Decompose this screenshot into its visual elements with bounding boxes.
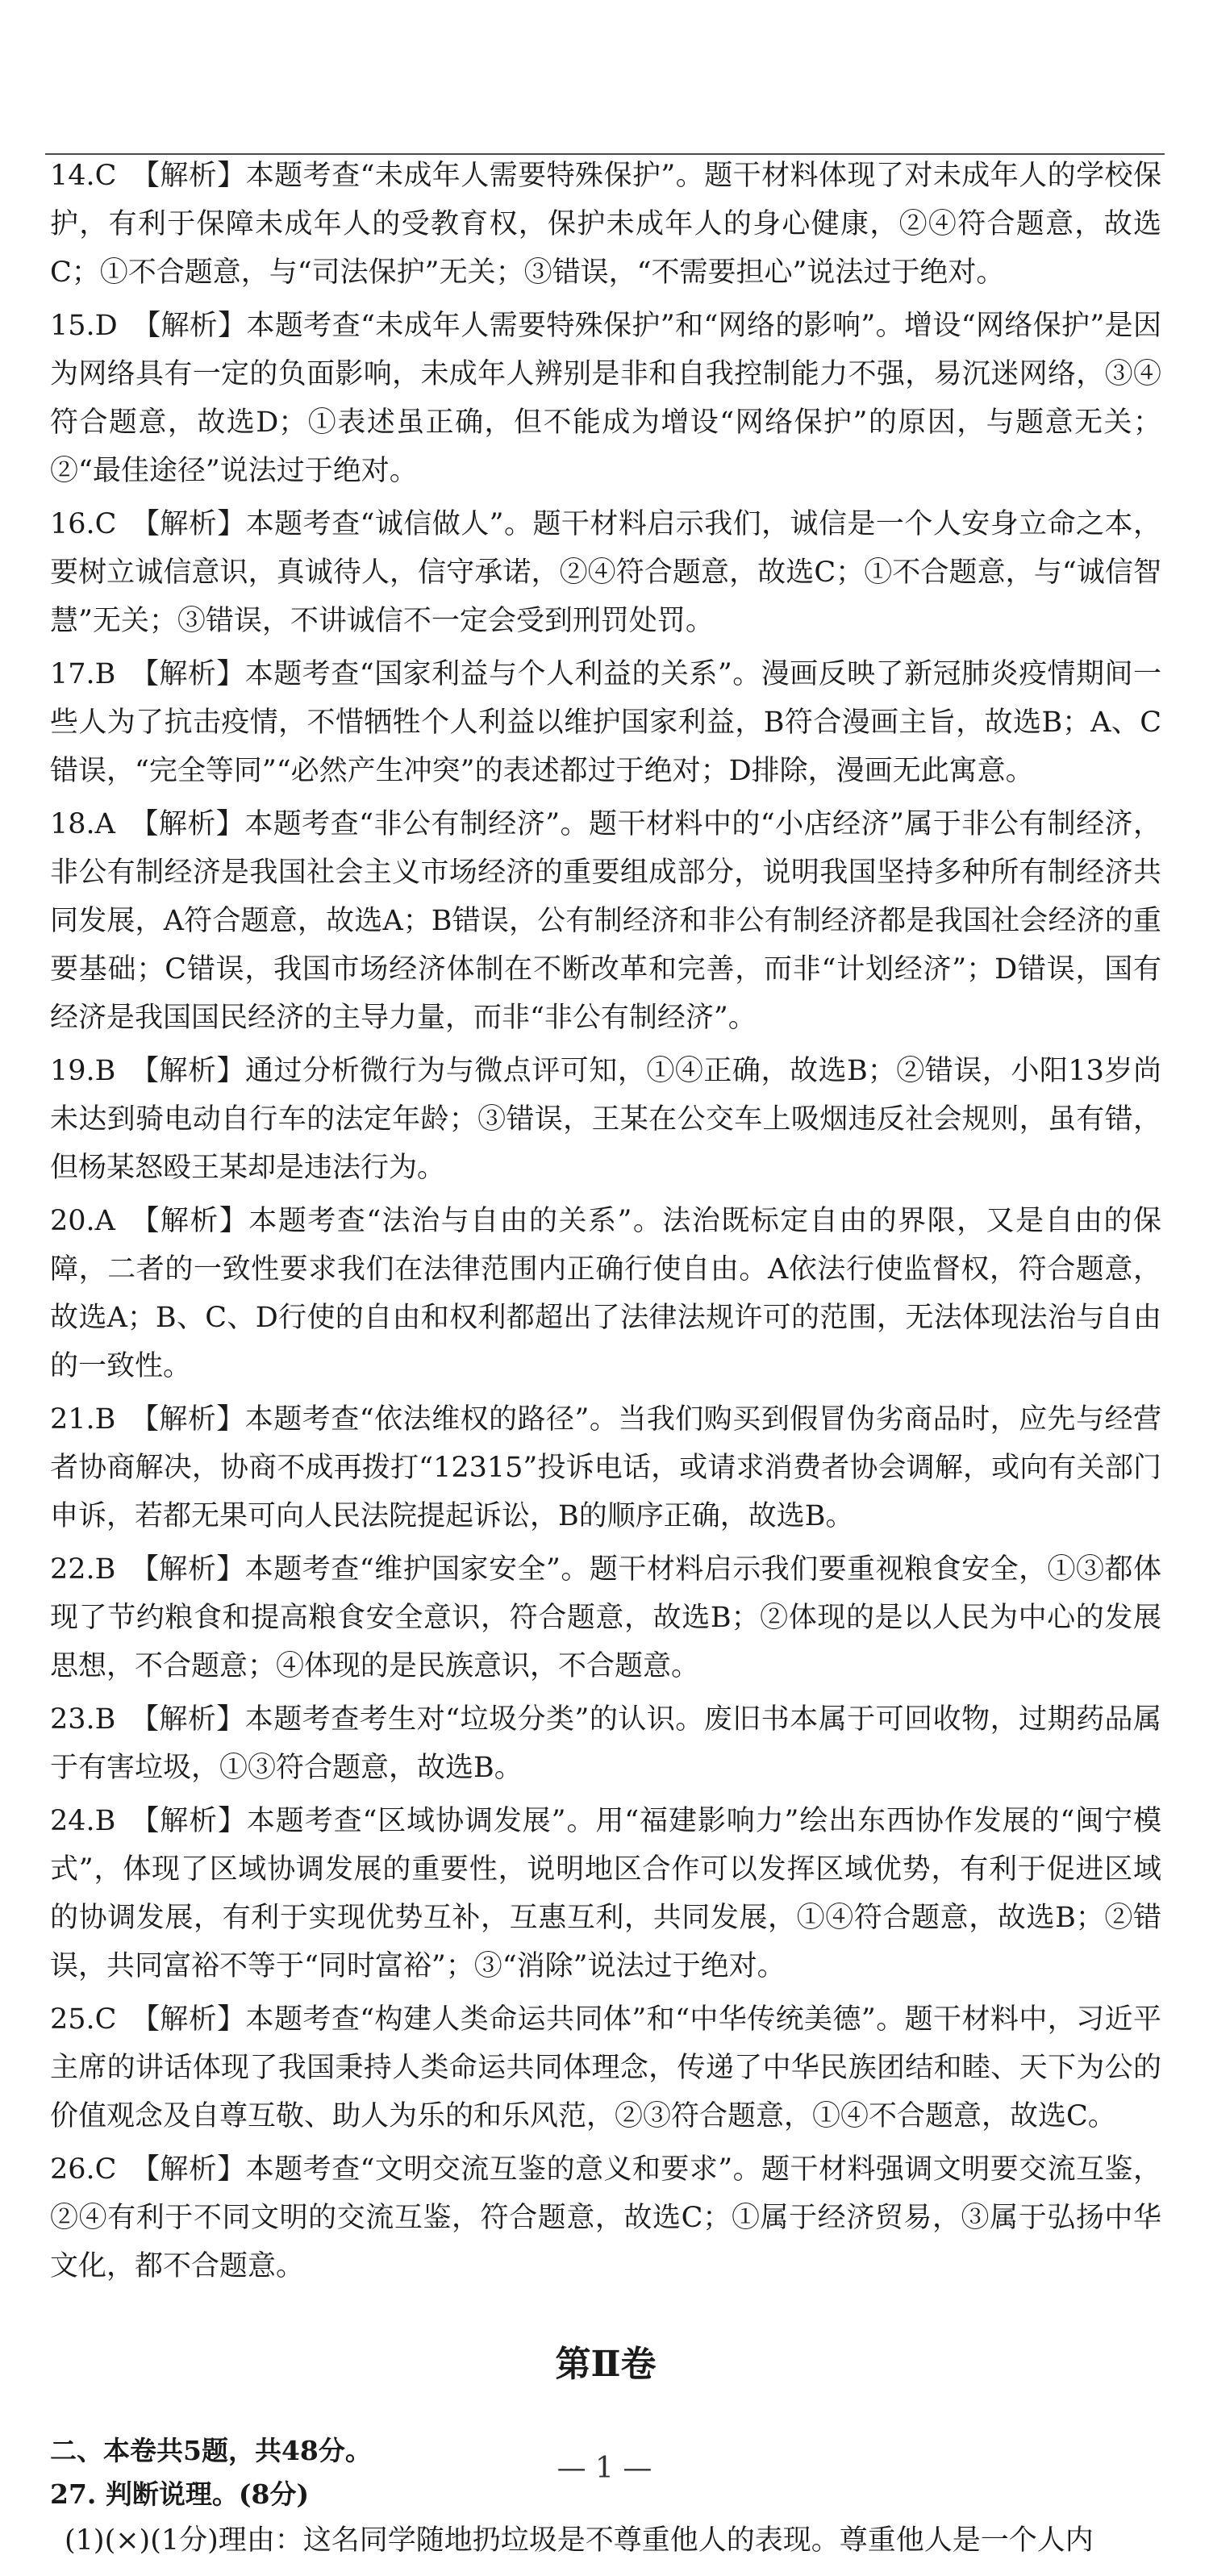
answer-explanation: 【解析】本题考查考生对“垃圾分类”的认识。废旧书本属于可回收物，过期药品属于有害垃圾，①③符合题意，故选B。 <box>50 1703 1161 1784</box>
answer-number: 20. <box>50 1205 95 1237</box>
answer-number: 17. <box>50 658 95 690</box>
answer-paragraph: (1)(×)(1分)理由：这名同学随地扔垃圾是不尊重他人的表现。尊重他人是一个人内 <box>65 2524 1094 2557</box>
answer-choice: A <box>94 808 115 840</box>
answer-explanation: 【解析】通过分析微行为与微点评可知，①④正确，故选B；②错误，小阳13岁尚未达到骑电动自行车的法定年龄；③错误，王某在公交车上吸烟违反社会规则，虽有错，但杨某怒殴王某却是违法行为。 <box>50 1055 1161 1184</box>
answer-item <box>50 1797 1161 1990</box>
answer-number: 26. <box>50 2153 95 2186</box>
question-heading: 27. 判断说理。(8分) <box>50 2478 310 2510</box>
answer-number: 14. <box>50 160 95 192</box>
answer-choice: B <box>94 1403 116 1436</box>
answer-choice: B <box>94 1805 116 1837</box>
answer-number: 23. <box>50 1703 95 1736</box>
answer-explanation: 【解析】本题考查“文明交流互鉴的意义和要求”。题干材料强调文明要交流互鉴，②④有利于不同文明的交流互鉴，符合题意，故选C；①属于经济贸易，③属于弘扬中华文化，都不合题意。 <box>50 2153 1161 2282</box>
answer-choice: D <box>94 310 118 342</box>
answer-choice: B <box>94 658 116 690</box>
answer-number: 25. <box>50 2003 95 2036</box>
answer-number: 24. <box>50 1805 95 1837</box>
answer-explanation: 【解析】本题考查“区域协调发展”。用“福建影响力”绘出东西协作发展的“闽宁模式”，体现了区域协调发展的重要性，说明地区合作可以发挥区域优势，有利于促进区域的协调发展，有利于实现优势互补，互惠互利，共同发展，①④符合题意，故选B；②错误，共同富裕不等于“同时富裕”；③“消除”说法过于绝对。 <box>50 1805 1161 1982</box>
answer-choice: C <box>94 508 117 540</box>
answer-item <box>50 1545 1161 1690</box>
answer-choice: B <box>94 1055 116 1087</box>
answer-item <box>50 1695 1161 1792</box>
answer-choice: C <box>94 2003 117 2036</box>
answer-choice: B <box>94 1553 116 1586</box>
answer-choice: C <box>94 2153 117 2186</box>
answer-number: 22. <box>50 1553 95 1586</box>
answer-item <box>50 152 1161 297</box>
answer-explanation: 【解析】本题考查“构建人类命运共同体”和“中华传统美德”。题干材料中，习近平主席的讲话体现了我国秉持人类命运共同体理念，传递了中华民族团结和睦、天下为公的价值观念及自尊互敬、助人为乐的和乐风范，②③符合题意，①④不合题意，故选C。 <box>50 2003 1161 2132</box>
answer-list <box>50 152 1161 2290</box>
answer-content <box>50 152 1161 2565</box>
answer-number: 16. <box>50 508 95 540</box>
answer-item <box>50 2145 1161 2290</box>
page-number: — 1 — <box>557 2452 652 2485</box>
answer-choice: A <box>94 1205 115 1237</box>
answer-item <box>50 1395 1161 1540</box>
answer-explanation: 【解析】本题考查“未成年人需要特殊保护”。题干材料体现了对未成年人的学校保护，有利于保障未成年人的受教育权，保护未成年人的身心健康，②④符合题意，故选C；①不合题意，与“司法保护”无关；③错误，“不需要担心”说法过于绝对。 <box>50 160 1161 289</box>
answer-explanation: 【解析】本题考查“国家利益与个人利益的关系”。漫画反映了新冠肺炎疫情期间一些人为了抗击疫情，不惜牺牲个人利益以维护国家利益，B符合漫画主旨，故选B；A、C错误，“完全等同”“必然产生冲突”的表述都过于绝对；D排除，漫画无此寓意。 <box>50 658 1161 787</box>
answer-item <box>50 650 1161 795</box>
answer-explanation: 【解析】本题考查“法治与自由的关系”。法治既标定自由的界限，又是自由的保障，二者的一致性要求我们在法律范围内正确行使自由。A依法行使监督权，符合题意，故选A；B、C、D行使的自由和权利都超出了法律法规许可的范围，无法体现法治与自由的一致性。 <box>50 1205 1161 1382</box>
answer-explanation: 【解析】本题考查“依法维权的路径”。当我们购买到假冒伪劣商品时，应先与经营者协商解决，协商不成再拨打“12315”投诉电话，或请求消费者协会调解，或向有关部门申诉，若都无果可向人民法院提起诉讼，B的顺序正确，故选B。 <box>50 1403 1161 1532</box>
answer-explanation: 【解析】本题考查“维护国家安全”。题干材料启示我们要重视粮食安全，①③都体现了节约粮食和提高粮食安全意识，符合题意，故选B；②体现的是以人民为中心的发展思想，不合题意；④体现的是民族意识，不合题意。 <box>50 1553 1161 1682</box>
answer-item <box>50 500 1161 645</box>
answer-item <box>50 1197 1161 1390</box>
answer-explanation: 【解析】本题考查“诚信做人”。题干材料启示我们，诚信是一个人安身立命之本，要树立诚信意识，真诚待人，信守承诺，②④符合题意，故选C；①不合题意，与“诚信智慧”无关；③错误，不讲诚信不一定会受到刑罚处罚。 <box>50 508 1161 637</box>
answer-number: 15. <box>50 310 95 342</box>
section-title: 第Ⅱ卷 <box>555 2344 657 2385</box>
answer-item <box>50 1995 1161 2140</box>
answer-item <box>50 800 1161 1042</box>
answer-choice: C <box>94 160 117 192</box>
answer-explanation: 【解析】本题考查“非公有制经济”。题干材料中的“小店经济”属于非公有制经济，非公有制经济是我国社会主义市场经济的重要组成部分，说明我国坚持多种所有制经济共同发展，A符合题意，故选A；B错误，公有制经济和非公有制经济都是我国社会经济的重要基础；C错误，我国市场经济体制在不断改革和完善，而非“计划经济”；D错误，国有经济是我国国民经济的主导力量，而非“非公有制经济”。 <box>50 808 1161 1034</box>
answer-explanation: 【解析】本题考查“未成年人需要特殊保护”和“网络的影响”。增设“网络保护”是因为网络具有一定的负面影响，未成年人辨别是非和自我控制能力不强，易沉迷网络，③④符合题意，故选D；①表述虽正确，但不能成为增设“网络保护”的原因，与题意无关；②“最佳途径”说法过于绝对。 <box>50 310 1161 487</box>
answer-item <box>50 302 1161 495</box>
answer-number: 21. <box>50 1403 95 1436</box>
part-heading: 二、本卷共5题，共48分。 <box>50 2435 372 2466</box>
answer-number: 18. <box>50 808 95 840</box>
answer-number: 19. <box>50 1055 95 1087</box>
answer-choice: B <box>94 1703 116 1736</box>
answer-item <box>50 1047 1161 1192</box>
